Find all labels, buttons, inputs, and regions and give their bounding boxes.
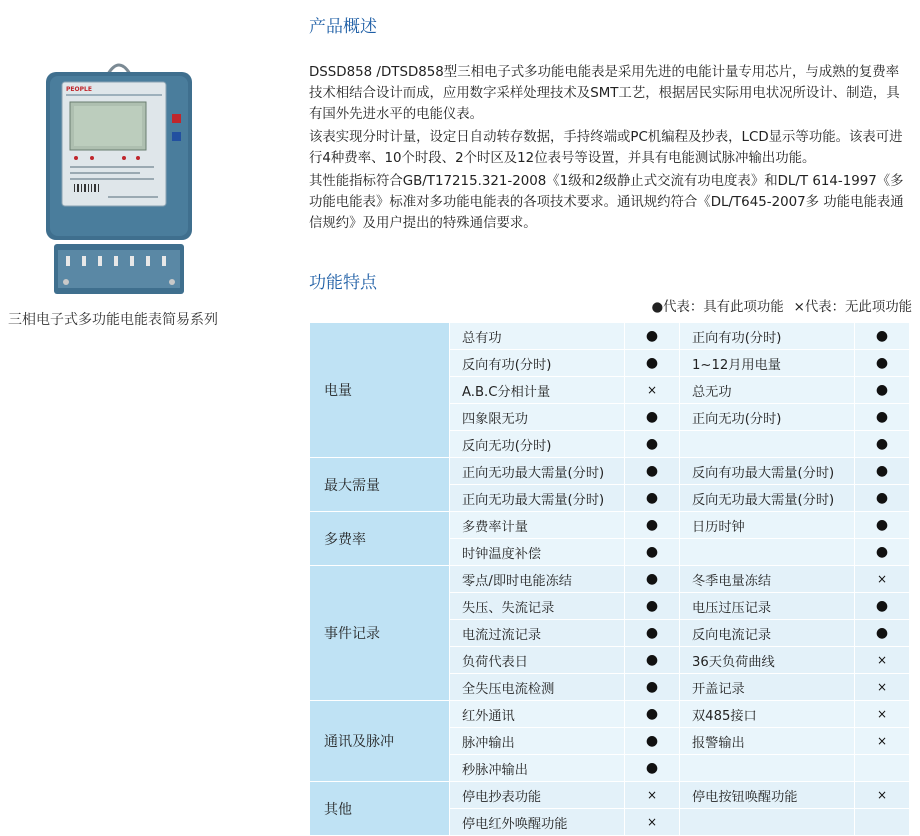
- table-row: [310, 458, 910, 485]
- feature-mark: ×: [625, 809, 680, 836]
- feature-name: 零点/即时电能冻结: [450, 566, 625, 593]
- feature-mark: ●: [625, 404, 680, 431]
- feature-name: 电流过流记录: [450, 620, 625, 647]
- group-max-demand: [310, 458, 910, 512]
- overview-paragraph: 该表实现分时计量，设定日自动转存数据，手持终端或PC机编程及抄表，LCD显示等功能。该表可进行4种费率、10个时段、2个时区及12位表号等设置，并具有电能测试脉冲输出功能。: [309, 130, 903, 166]
- feature-mark: ×: [855, 647, 910, 674]
- overview-text: [309, 62, 909, 236]
- legend-yes: ●代表：具有此项功能: [651, 300, 784, 315]
- feature-name: 全失压电流检测: [450, 674, 625, 701]
- overview-paragraph: DSSD858 /DTSD858型三相电子式多功能电能表是采用先进的电能计量专用芯片，与成熟的复费率技术相结合设计而成，应用数字采样处理技术及SMT工艺，根据居民实际用电状况所设计、制造，具有国外先进水平的电能仪表。: [309, 65, 900, 122]
- feature-name: 负荷代表日: [450, 647, 625, 674]
- feature-mark: ●: [625, 728, 680, 755]
- feature-mark: ●: [625, 539, 680, 566]
- feature-name: 时钟温度补偿: [450, 539, 625, 566]
- feature-name: 日历时钟: [680, 512, 855, 539]
- feature-name: 总有功: [450, 323, 625, 350]
- feature-mark: ×: [855, 566, 910, 593]
- feature-mark: ●: [625, 431, 680, 458]
- table-row: [310, 701, 910, 728]
- feature-name: 停电按钮唤醒功能: [680, 782, 855, 809]
- group-other: [310, 782, 910, 836]
- meter-illustration: [36, 58, 202, 298]
- feature-mark: ●: [625, 350, 680, 377]
- feature-mark: ●: [855, 404, 910, 431]
- feature-name: [680, 755, 855, 782]
- feature-mark: ●: [855, 512, 910, 539]
- feature-name: 反向有功最大需量(分时): [680, 458, 855, 485]
- feature-name: 正向有功(分时): [680, 323, 855, 350]
- feature-mark: ×: [855, 674, 910, 701]
- feature-mark: ×: [625, 782, 680, 809]
- feature-name: 多费率计量: [450, 512, 625, 539]
- features-legend: [651, 296, 912, 315]
- feature-name: 电压过压记录: [680, 593, 855, 620]
- feature-mark: ●: [625, 458, 680, 485]
- feature-mark: ×: [855, 728, 910, 755]
- feature-name: 反向电流记录: [680, 620, 855, 647]
- feature-name: [680, 809, 855, 836]
- feature-name: 正向无功最大需量(分时): [450, 485, 625, 512]
- feature-mark: ●: [625, 512, 680, 539]
- feature-name: 双485接口: [680, 701, 855, 728]
- group-label: 电量: [310, 323, 450, 458]
- feature-mark: ●: [625, 755, 680, 782]
- group-comm-pulse: [310, 701, 910, 782]
- feature-name: 正向无功最大需量(分时): [450, 458, 625, 485]
- feature-name: A.B.C分相计量: [450, 377, 625, 404]
- group-multi-rate: [310, 512, 910, 566]
- feature-name: 冬季电量冻结: [680, 566, 855, 593]
- group-event-log: [310, 566, 910, 701]
- group-label: 事件记录: [310, 566, 450, 701]
- feature-mark: ×: [625, 377, 680, 404]
- feature-name: 正向无功(分时): [680, 404, 855, 431]
- feature-mark: [855, 755, 910, 782]
- legend-no: ×代表：无此项功能: [793, 300, 912, 315]
- feature-mark: ●: [625, 647, 680, 674]
- features-table: [309, 322, 910, 836]
- feature-name: 1~12月用电量: [680, 350, 855, 377]
- feature-name: 四象限无功: [450, 404, 625, 431]
- feature-mark: ●: [855, 620, 910, 647]
- feature-mark: ●: [855, 431, 910, 458]
- feature-name: 停电红外唤醒功能: [450, 809, 625, 836]
- feature-name: 脉冲输出: [450, 728, 625, 755]
- meter-caption: 三相电子式多功能电能表简易系列: [8, 312, 218, 328]
- feature-mark: ●: [855, 539, 910, 566]
- feature-name: 反向有功(分时): [450, 350, 625, 377]
- table-row: [310, 323, 910, 350]
- table-row: [310, 782, 910, 809]
- feature-mark: ●: [855, 485, 910, 512]
- feature-name: 反向无功最大需量(分时): [680, 485, 855, 512]
- feature-mark: ●: [625, 620, 680, 647]
- features-title: 功能特点: [309, 273, 377, 293]
- feature-mark: ●: [625, 566, 680, 593]
- feature-name: 开盖记录: [680, 674, 855, 701]
- feature-name: 报警输出: [680, 728, 855, 755]
- group-label: 多费率: [310, 512, 450, 566]
- group-label: 最大需量: [310, 458, 450, 512]
- feature-mark: ×: [855, 701, 910, 728]
- group-label: 其他: [310, 782, 450, 836]
- feature-mark: ●: [625, 674, 680, 701]
- feature-mark: ●: [855, 377, 910, 404]
- brand-label: PEOPLE: [66, 86, 92, 93]
- meter-image: [36, 58, 202, 298]
- feature-name: [680, 539, 855, 566]
- feature-mark: ●: [625, 485, 680, 512]
- feature-mark: ●: [855, 458, 910, 485]
- feature-mark: ●: [855, 350, 910, 377]
- overview-paragraph: 其性能指标符合GB/T17215.321-2008《1级和2级静止式交流有功电度表》和DL/T 614-1997《多功能电能表》标准对多功能电能表的各项技术要求。通讯规约符合《DL/T645-2007多 功能电能表通信规约》及用户提出的特殊通信要求。: [309, 174, 904, 231]
- feature-name: 停电抄表功能: [450, 782, 625, 809]
- overview-title: 产品概述: [309, 17, 377, 37]
- feature-mark: [855, 809, 910, 836]
- feature-mark: ●: [855, 323, 910, 350]
- feature-name: 秒脉冲输出: [450, 755, 625, 782]
- feature-mark: ●: [625, 323, 680, 350]
- feature-mark: ×: [855, 782, 910, 809]
- feature-mark: ●: [625, 701, 680, 728]
- feature-name: 总无功: [680, 377, 855, 404]
- feature-name: 36天负荷曲线: [680, 647, 855, 674]
- feature-name: 反向无功(分时): [450, 431, 625, 458]
- feature-name: [680, 431, 855, 458]
- group-energy: [310, 323, 910, 458]
- table-row: [310, 512, 910, 539]
- group-label: 通讯及脉冲: [310, 701, 450, 782]
- feature-mark: ●: [855, 593, 910, 620]
- table-row: [310, 566, 910, 593]
- feature-name: 失压、失流记录: [450, 593, 625, 620]
- feature-name: 红外通讯: [450, 701, 625, 728]
- feature-mark: ●: [625, 593, 680, 620]
